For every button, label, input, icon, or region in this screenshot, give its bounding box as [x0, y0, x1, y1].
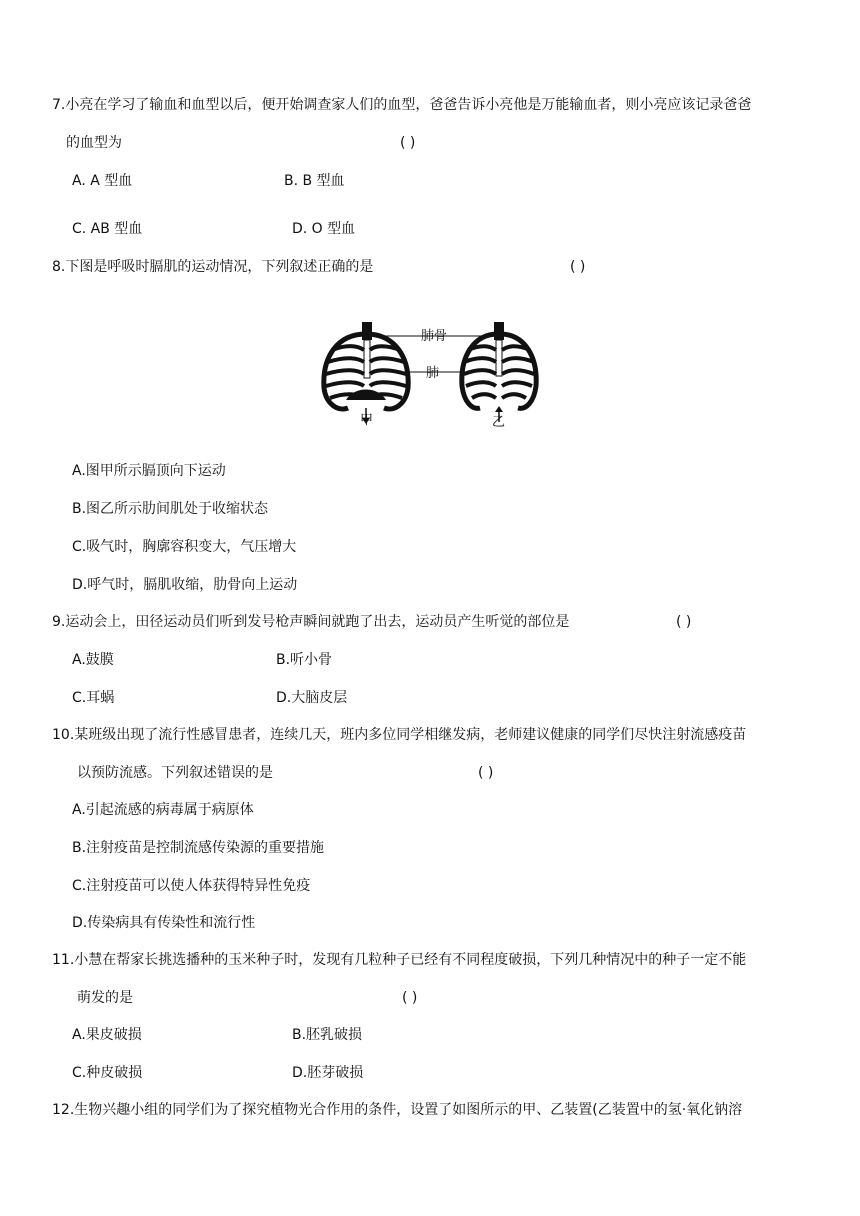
q11-option-b: B.胚乳破损 — [292, 1027, 363, 1043]
q11-option-c: C.种皮破损 — [72, 1065, 143, 1081]
q9-option-d: D.大脑皮层 — [276, 690, 348, 706]
q9-stem: 9.运动会上，田径运动员们听到发号枪声瞬间就跑了出去，运动员产生听觉的部位是 — [52, 614, 570, 630]
q8-option-c: C.吸气时，胸廓容积变大，气压增大 — [72, 539, 297, 555]
ribcage-left — [324, 322, 408, 424]
ribcage-right — [462, 322, 536, 422]
q7-stem-line1: 7.小亮在学习了输血和血型以后，便开始调查家人们的血型，爸爸告诉小亮他是万能输血者，则小亮应该记录爸爸 — [52, 97, 752, 113]
q7-option-d: D. O 型血 — [292, 221, 356, 237]
q11-stem-line2: 萌发的是 — [77, 990, 133, 1006]
q7-option-c: C. AB 型血 — [72, 221, 143, 237]
q9-answer-paren: ( ) — [676, 614, 692, 630]
q8-option-d: D.呼气时，膈肌收缩，肋骨向上运动 — [72, 577, 298, 593]
q10-stem-line2: 以预防流感。下列叙述错误的是 — [77, 765, 273, 781]
q11-option-a: A.果皮破损 — [72, 1027, 142, 1043]
q10-option-d: D.传染病具有传染性和流行性 — [72, 915, 256, 931]
q10-option-b: B.注射疫苗是控制流感传染源的重要措施 — [72, 840, 325, 856]
label-jia: 甲 — [360, 413, 374, 428]
q9-option-a: A.鼓膜 — [72, 652, 114, 668]
q10-option-c: C.注射疫苗可以使人体获得特异性免疫 — [72, 878, 311, 894]
q8-option-a: A.图甲所示膈顶向下运动 — [72, 463, 226, 479]
q9-option-b: B.听小骨 — [276, 652, 333, 668]
q10-stem-line1: 10.某班级出现了流行性感冒患者，连续几天，班内多位同学相继发病，老师建议健康的同学们尽快注射流感疫苗 — [52, 727, 747, 743]
q10-answer-paren: ( ) — [478, 765, 494, 781]
breathing-diagram — [318, 316, 548, 434]
q8-option-b: B.图乙所示肋间肌处于收缩状态 — [72, 501, 269, 517]
q9-option-c: C.耳蜗 — [72, 690, 115, 706]
q12-stem-line1: 12.生物兴趣小组的同学们为了探究植物光合作用的条件，设置了如图所示的甲、乙装置(乙装置中的氢·氧化钠溶 — [52, 1102, 743, 1118]
label-lung: 肺 — [426, 366, 440, 381]
q7-option-b: B. B 型血 — [284, 173, 345, 189]
q8-stem: 8.下图是呼吸时膈肌的运动情况，下列叙述正确的是 — [52, 259, 374, 275]
label-yi: 乙 — [492, 415, 506, 430]
label-bone: 肺骨 — [421, 329, 448, 344]
q11-option-d: D.胚芽破损 — [292, 1065, 364, 1081]
q7-option-a: A. A 型血 — [72, 173, 133, 189]
q8-answer-paren: ( ) — [570, 259, 586, 275]
q11-answer-paren: ( ) — [402, 990, 418, 1006]
q11-stem-line1: 11.小慧在帮家长挑选播种的玉米种子时，发现有几粒种子已经有不同程度破损，下列几种情况中的种子一定不能 — [52, 952, 747, 968]
q7-stem-line2: 的血型为 — [66, 135, 122, 151]
q7-answer-paren: ( ) — [400, 135, 416, 151]
q10-option-a: A.引起流感的病毒属于病原体 — [72, 802, 254, 818]
